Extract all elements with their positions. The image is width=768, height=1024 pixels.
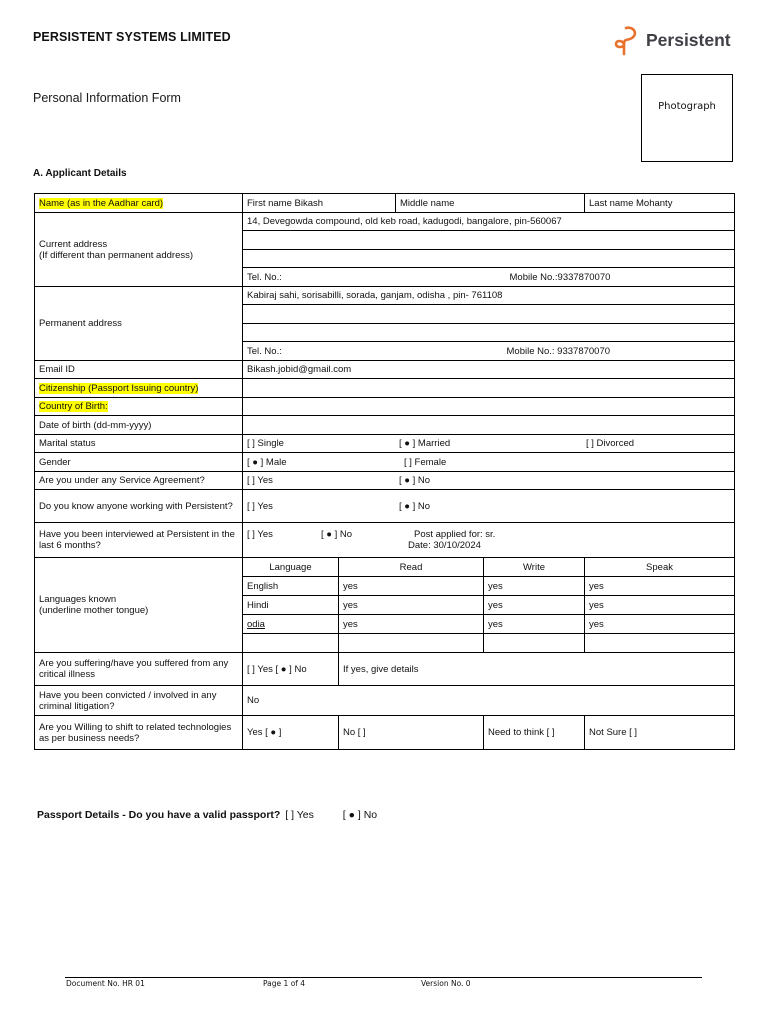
illness-options[interactable]: [ ] Yes [ ● ] No bbox=[243, 653, 339, 686]
current-address-line2[interactable] bbox=[243, 231, 735, 250]
table-row bbox=[35, 398, 735, 416]
name-label: Name (as in the Aadhar card) bbox=[39, 197, 164, 209]
table-row bbox=[35, 523, 735, 558]
marital-divorced-option[interactable]: [ ] Divorced bbox=[586, 438, 635, 449]
last-name-field[interactable]: Last name Mohanty bbox=[585, 194, 735, 213]
languages-label bbox=[35, 558, 243, 653]
passport-label: Passport Details - Do you have a valid passport? bbox=[37, 809, 281, 821]
table-row bbox=[35, 490, 735, 523]
interviewed-yes-option[interactable]: [ ] Yes bbox=[247, 529, 273, 540]
passport-yes-option[interactable]: [ ] Yes bbox=[285, 809, 314, 821]
lang-cell[interactable]: Hindi bbox=[243, 596, 339, 615]
shift-notsure-option[interactable]: Not Sure [ ] bbox=[585, 716, 735, 750]
shift-think-option[interactable]: Need to think [ ] bbox=[484, 716, 585, 750]
post-applied[interactable]: Post applied for: sr. bbox=[414, 529, 496, 540]
lang-cell[interactable]: yes bbox=[585, 596, 735, 615]
table-row bbox=[35, 435, 735, 453]
interviewed-no-option[interactable]: [ ● ] No bbox=[321, 529, 353, 540]
gender-options-cell bbox=[243, 453, 735, 472]
passport-no-option[interactable]: [ ● ] No bbox=[342, 809, 378, 821]
lang-cell[interactable] bbox=[339, 634, 484, 653]
lang-header-write: Write bbox=[484, 558, 585, 577]
lang-cell[interactable]: yes bbox=[484, 615, 585, 634]
lang-cell[interactable]: yes bbox=[585, 577, 735, 596]
interviewed-options-cell bbox=[243, 523, 735, 558]
table-row bbox=[35, 194, 735, 213]
birth-country-label: Country of Birth: bbox=[39, 401, 108, 412]
lang-cell[interactable]: yes bbox=[484, 596, 585, 615]
dob-field[interactable] bbox=[243, 416, 735, 435]
dob-label: Date of birth (dd-mm-yyyy) bbox=[35, 416, 243, 435]
applicant-details-table bbox=[34, 193, 735, 750]
interview-date[interactable]: Date: 30/10/2024 bbox=[408, 540, 481, 551]
footer-document-no: Document No. HR 01 bbox=[66, 979, 145, 988]
table-row bbox=[35, 472, 735, 490]
convicted-label: Have you been convicted / involved in any criminal litigation? bbox=[35, 686, 243, 716]
citizenship-field[interactable] bbox=[243, 379, 735, 398]
convicted-field[interactable]: No bbox=[243, 686, 735, 716]
know-anyone-label: Do you know anyone working with Persistent? bbox=[35, 490, 243, 523]
photograph-box[interactable] bbox=[641, 74, 733, 162]
lang-cell[interactable] bbox=[243, 615, 339, 634]
interviewed-label: Have you been interviewed at Persistent in the last 6 months? bbox=[35, 523, 243, 558]
languages-label-2: (underline mother tongue) bbox=[39, 605, 149, 616]
first-name-field[interactable]: First name Bikash bbox=[243, 194, 396, 213]
gender-label: Gender bbox=[35, 453, 243, 472]
marital-options-cell bbox=[243, 435, 735, 453]
logo-wordmark: Persistent bbox=[646, 30, 731, 50]
service-no-option[interactable]: [ ● ] No bbox=[399, 475, 431, 486]
middle-name-field[interactable]: Middle name bbox=[396, 194, 585, 213]
marital-label: Marital status bbox=[35, 435, 243, 453]
citizenship-label-cell bbox=[35, 379, 243, 398]
current-address-label-2: (If different than permanent address) bbox=[39, 249, 194, 261]
know-anyone-options-cell bbox=[243, 490, 735, 523]
email-label: Email ID bbox=[35, 361, 243, 379]
permanent-tel-label: Tel. No.: bbox=[247, 345, 282, 357]
table-row bbox=[35, 653, 735, 686]
citizenship-label: Citizenship (Passport Issuing country) bbox=[39, 382, 199, 394]
know-anyone-yes-option[interactable]: [ ] Yes bbox=[247, 500, 273, 512]
permanent-address-label: Permanent address bbox=[35, 287, 243, 361]
lang-cell[interactable] bbox=[585, 634, 735, 653]
lang-cell[interactable]: yes bbox=[339, 596, 484, 615]
current-tel-label: Tel. No.: bbox=[247, 271, 282, 283]
name-label-cell bbox=[35, 194, 243, 213]
current-mobile: Mobile No.:9337870070 bbox=[509, 271, 611, 283]
company-name: PERSISTENT SYSTEMS LIMITED bbox=[33, 30, 231, 44]
lang-cell[interactable]: yes bbox=[585, 615, 735, 634]
lang-cell[interactable]: yes bbox=[484, 577, 585, 596]
table-row bbox=[35, 558, 735, 577]
illness-details[interactable]: If yes, give details bbox=[339, 653, 735, 686]
shift-yes-option[interactable]: Yes [ ● ] bbox=[243, 716, 339, 750]
footer-version: Version No. 0 bbox=[421, 979, 471, 988]
birth-country-label-cell bbox=[35, 398, 243, 416]
languages-label-1: Languages known bbox=[39, 594, 117, 605]
service-yes-option[interactable]: [ ] Yes bbox=[247, 475, 273, 486]
table-row bbox=[35, 686, 735, 716]
current-address-phone-cell[interactable] bbox=[243, 268, 735, 287]
footer-page: Page 1 of 4 bbox=[263, 979, 306, 988]
interviewed-post-block bbox=[408, 529, 495, 551]
mother-tongue: odia bbox=[247, 618, 265, 630]
shift-label: Are you Willing to shift to related technologies as per business needs? bbox=[35, 716, 243, 750]
permanent-address-phone-cell[interactable] bbox=[243, 342, 735, 361]
marital-married-option[interactable]: [ ● ] Married bbox=[399, 438, 451, 449]
lang-cell[interactable]: yes bbox=[339, 615, 484, 634]
email-field[interactable]: Bikash.jobid@gmail.com bbox=[243, 361, 735, 379]
section-a-heading: A. Applicant Details bbox=[33, 168, 127, 179]
lang-header-read: Read bbox=[339, 558, 484, 577]
table-row bbox=[35, 287, 735, 305]
service-label: Are you under any Service Agreement? bbox=[35, 472, 243, 490]
lang-cell[interactable]: English bbox=[243, 577, 339, 596]
table-row bbox=[35, 361, 735, 379]
current-address-line1[interactable]: 14, Devegowda compound, old keb road, kadugodi, bangalore, pin-560067 bbox=[243, 213, 735, 231]
form-title: Personal Information Form bbox=[33, 91, 181, 105]
current-address-label-1: Current address bbox=[39, 238, 108, 250]
photograph-label: Photograph bbox=[658, 101, 716, 112]
permanent-address-line3[interactable] bbox=[243, 324, 735, 342]
permanent-address-line2[interactable] bbox=[243, 305, 735, 324]
service-options-cell bbox=[243, 472, 735, 490]
current-address-label bbox=[35, 213, 243, 287]
lang-header-speak: Speak bbox=[585, 558, 735, 577]
lang-cell[interactable] bbox=[243, 634, 339, 653]
footer-divider bbox=[65, 977, 702, 978]
gender-female-option[interactable]: [ ] Female bbox=[404, 456, 447, 468]
lang-cell[interactable]: yes bbox=[339, 577, 484, 596]
persistent-logo-icon bbox=[612, 24, 642, 56]
table-row bbox=[35, 716, 735, 750]
current-address-line3[interactable] bbox=[243, 250, 735, 268]
shift-no-option[interactable]: No [ ] bbox=[339, 716, 484, 750]
illness-label: Are you suffering/have you suffered from any critical illness bbox=[35, 653, 243, 686]
birth-country-field[interactable] bbox=[243, 398, 735, 416]
table-row bbox=[35, 416, 735, 435]
lang-header-language: Language bbox=[243, 558, 339, 577]
table-row bbox=[35, 453, 735, 472]
know-anyone-no-option[interactable]: [ ● ] No bbox=[399, 500, 431, 512]
persistent-logo bbox=[612, 24, 737, 56]
table-row bbox=[35, 213, 735, 231]
gender-male-option[interactable]: [ ● ] Male bbox=[247, 456, 287, 468]
permanent-address-line1[interactable]: Kabiraj sahi, sorisabilli, sorada, ganjam, odisha , pin- 761108 bbox=[243, 287, 735, 305]
passport-question bbox=[37, 809, 377, 821]
lang-cell[interactable] bbox=[484, 634, 585, 653]
permanent-mobile: Mobile No.: 9337870070 bbox=[506, 345, 611, 357]
table-row bbox=[35, 379, 735, 398]
marital-single-option[interactable]: [ ] Single bbox=[247, 438, 284, 449]
